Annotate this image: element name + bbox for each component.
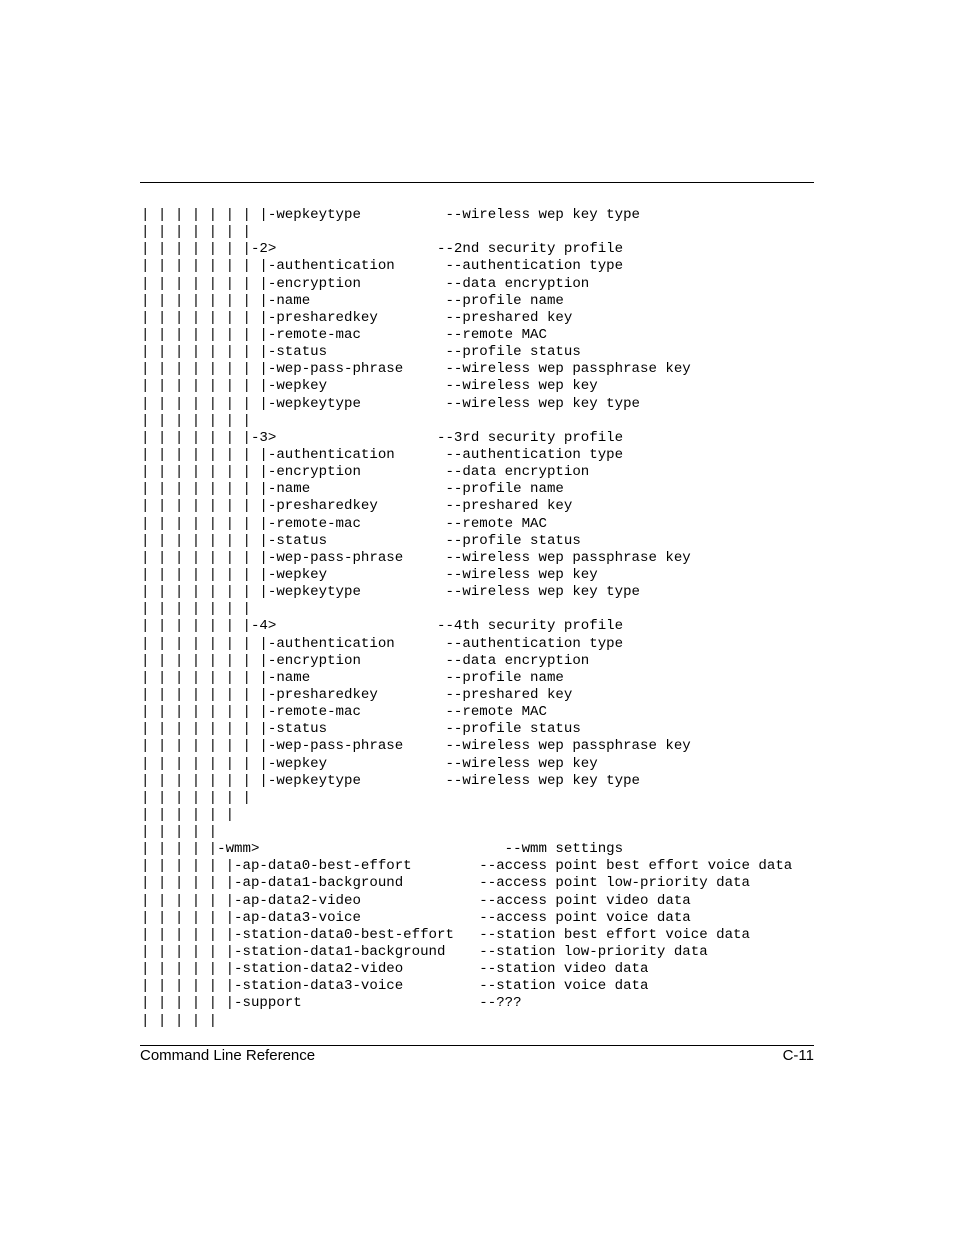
tree-line: | | | | | |-ap-data0-best-effort --access point best effort voice data [141,858,793,875]
tree-line: | | | | | | | |-encryption --data encryption [141,275,590,292]
tree-line: | | | | | | | |-wepkeytype --wireless wep key type [141,584,640,601]
tree-line: | | | | | [141,1012,218,1029]
tree-line: | | | | | | | |-wepkey --wireless wep key [141,566,598,583]
tree-line: | | | | | | | |-encryption --data encryption [141,464,590,481]
tree-line: | | | | | | | |-wepkeytype --wireless wep key type [141,207,640,223]
tree-line: | | | | | |-station-data0-best-effort --station best effort voice data [141,926,750,943]
cli-command-tree [141,207,821,1030]
tree-line: | | | | | | |-2> --2nd security profile [141,241,624,258]
tree-line: | | | | | | | |-presharedkey --preshared key [141,309,573,326]
tree-line: | | | | | | | |-status --profile status [141,344,581,361]
tree-line: | | | | | | | |-status --profile status [141,721,581,738]
tree-line: | | | | | [141,824,218,841]
tree-line: | | | | | |-station-data2-video --station video data [141,961,649,978]
tree-line: | | | | | |-station-data3-voice --station voice data [141,978,649,995]
tree-line: | | | | | | | |-presharedkey --preshared key [141,498,573,515]
tree-line: | | | | | |-ap-data2-video --access point video data [141,892,691,909]
tree-line: | | | | | | | |-name --profile name [141,669,564,686]
tree-line: | | | | | | | [141,601,251,618]
tree-line: | | | | | | | |-remote-mac --remote MAC [141,704,547,721]
header-rule [140,182,814,183]
footer-title: Command Line Reference [140,1047,316,1064]
tree-line: | | | | | | | |-name --profile name [141,481,564,498]
tree-line: | | | | | | | |-authentication --authentication type [141,258,624,275]
tree-line: | | | | | |-ap-data3-voice --access point voice data [141,909,691,926]
tree-line: | | | | | |-support --??? [141,995,522,1012]
tree-line: | | | | | |-station-data1-background --station low-priority data [141,944,708,961]
tree-line: | | | | | | | |-name --profile name [141,292,564,309]
tree-line: | | | | | | | |-authentication --authentication type [141,635,624,652]
tree-line: | | | | | | | |-wepkey --wireless wep key [141,378,598,395]
tree-line: | | | | | | | |-status --profile status [141,532,581,549]
tree-line: | | | | | | | |-wep-pass-phrase --wireless wep passphrase key [141,361,691,378]
tree-line: | | | | | | | |-wep-pass-phrase --wireless wep passphrase key [141,549,691,566]
tree-line: | | | | | | | |-wepkeytype --wireless wep key type [141,395,640,412]
tree-line: | | | | | | | |-authentication --authentication type [141,446,624,463]
footer-rule [140,1045,814,1046]
tree-line: | | | | | | | |-wep-pass-phrase --wireless wep passphrase key [141,738,691,755]
tree-line: | | | | | | |-4> --4th security profile [141,618,624,635]
tree-line: | | | | | | | [141,412,251,429]
tree-line: | | | | |-wmm> --wmm settings [141,841,624,858]
tree-line: | | | | | |-ap-data1-background --access point low-priority data [141,875,750,892]
tree-line: | | | | | | | [141,224,251,241]
tree-line: | | | | | | | |-remote-mac --remote MAC [141,326,547,343]
tree-line: | | | | | | [141,806,235,823]
tree-line: | | | | | | | |-wepkeytype --wireless wep key type [141,772,640,789]
tree-line: | | | | | | | |-presharedkey --preshared key [141,686,573,703]
tree-line: | | | | | | | |-encryption --data encryption [141,652,590,669]
tree-line: | | | | | | | |-wepkey --wireless wep key [141,755,598,772]
page-number: C-11 [782,1047,814,1064]
tree-line: | | | | | | | [141,789,251,806]
tree-line: | | | | | | |-3> --3rd security profile [141,429,624,446]
tree-line: | | | | | | | |-remote-mac --remote MAC [141,515,547,532]
